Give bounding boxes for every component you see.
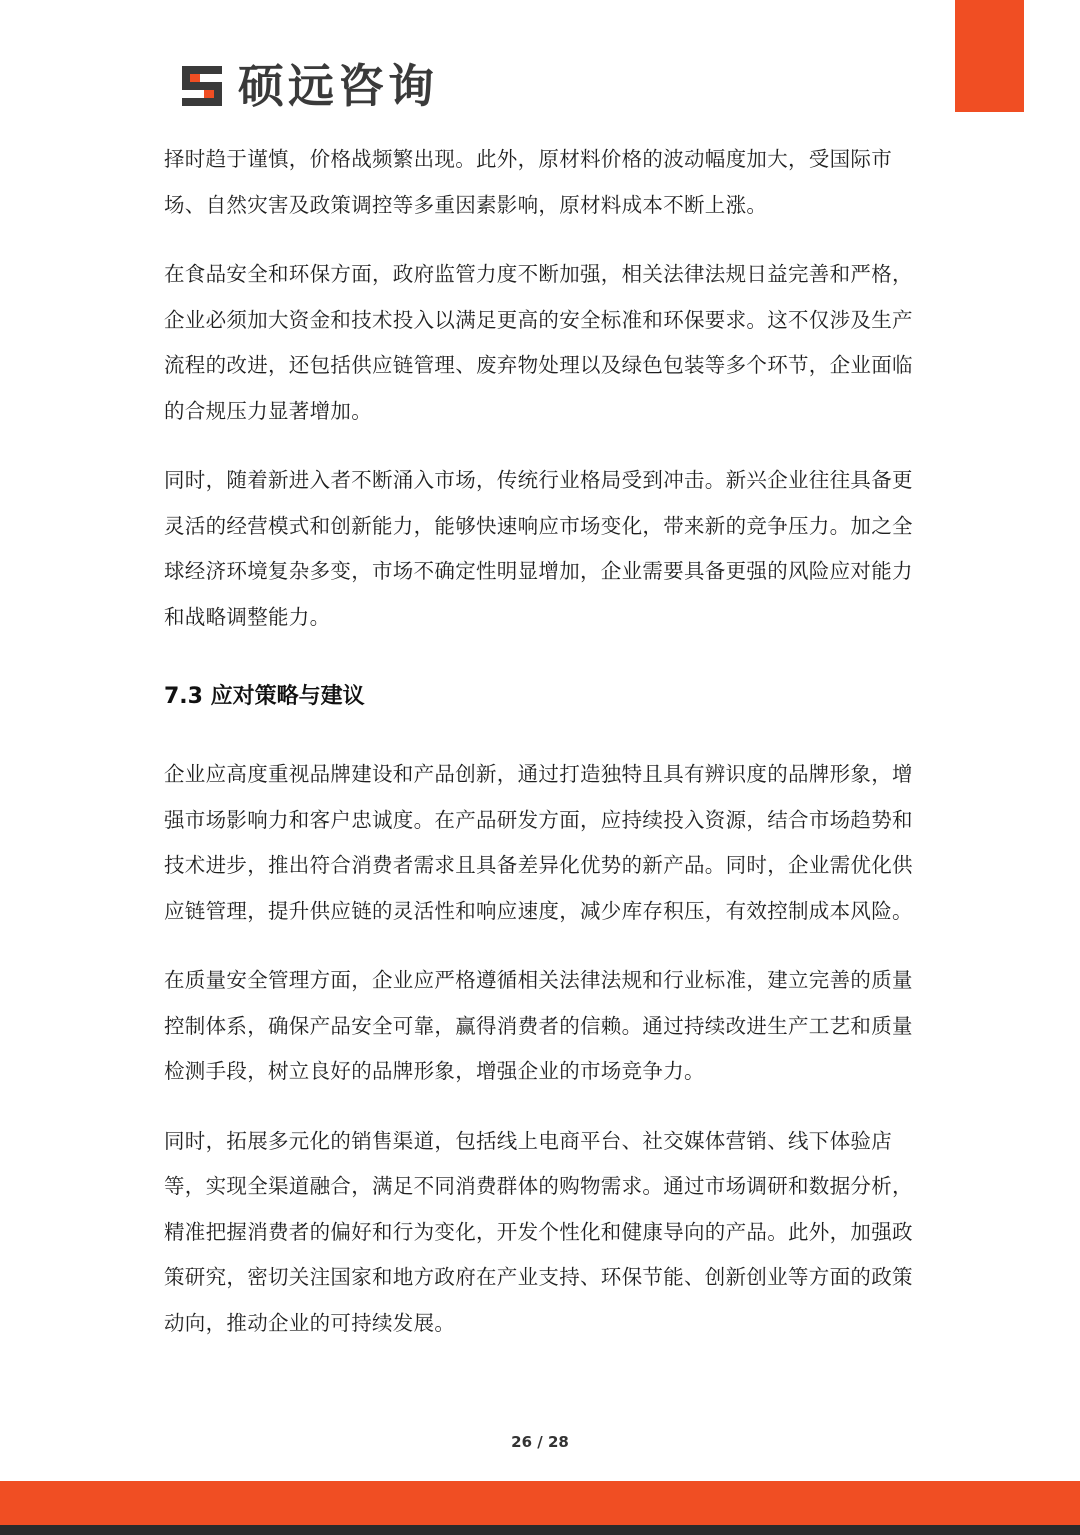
body-paragraph: 企业应高度重视品牌建设和产品创新，通过打造独特且具有辨识度的品牌形象，增强市场影响力和客户忠诚度。在产品研发方面，应持续投入资源，结合市场趋势和技术进步，推出符合消费者需求且具备差异化优势的新产品。同时，企业需优化供应链管理，提升供应链的灵活性和响应速度，减少库存积压，有效控制成本风险。 bbox=[164, 762, 913, 923]
body-paragraph: 同时，拓展多元化的销售渠道，包括线上电商平台、社交媒体营销、线下体验店等，实现全渠道融合，满足不同消费群体的购物需求。通过市场调研和数据分析，精准把握消费者的偏好和行为变化，开发个性化和健康导向的产品。此外，加强政策研究，密切关注国家和地方政府在产业支持、环保节能、创新创业等方面的政策动向，推动企业的可持续发展。 bbox=[164, 1128, 913, 1335]
body-paragraph: 同时，随着新进入者不断涌入市场，传统行业格局受到冲击。新兴企业往往具备更灵活的经营模式和创新能力，能够快速响应市场变化，带来新的竞争压力。加之全球经济环境复杂多变，市场不确定性明显增加，企业需要具备更强的风险应对能力和战略调整能力。 bbox=[164, 468, 913, 629]
brand-name: 硕远咨询 bbox=[238, 59, 438, 113]
brand-s-mark-icon bbox=[176, 60, 228, 112]
footer-dark-strip bbox=[0, 1525, 1080, 1535]
section-heading: 7.3 应对策略与建议 bbox=[164, 684, 365, 709]
page-number: 26 / 28 bbox=[511, 1433, 569, 1451]
corner-accent-tab bbox=[955, 0, 1024, 112]
brand-logo bbox=[176, 58, 438, 114]
document-body bbox=[164, 137, 924, 1346]
body-paragraph: 择时趋于谨慎，价格战频繁出现。此外，原材料价格的波动幅度加大，受国际市场、自然灾害及政策调控等多重因素影响，原材料成本不断上涨。 bbox=[164, 147, 892, 217]
body-paragraph: 在质量安全管理方面，企业应严格遵循相关法律法规和行业标准，建立完善的质量控制体系，确保产品安全可靠，赢得消费者的信赖。通过持续改进生产工艺和质量检测手段，树立良好的品牌形象，增强企业的市场竞争力。 bbox=[164, 968, 913, 1083]
footer-accent-bar bbox=[0, 1481, 1080, 1525]
body-paragraph: 在食品安全和环保方面，政府监管力度不断加强，相关法律法规日益完善和严格，企业必须加大资金和技术投入以满足更高的安全标准和环保要求。这不仅涉及生产流程的改进，还包括供应链管理、废弃物处理以及绿色包装等多个环节，企业面临的合规压力显著增加。 bbox=[164, 262, 913, 423]
